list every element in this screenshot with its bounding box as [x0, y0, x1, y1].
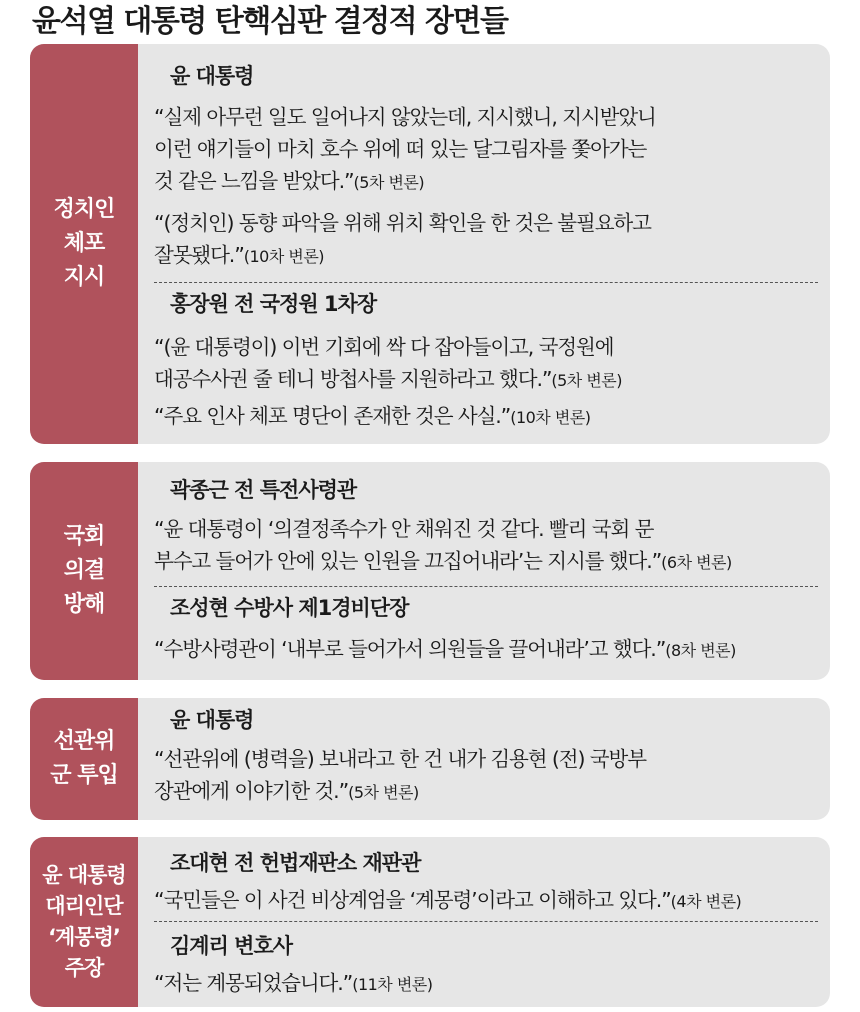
speaker-name: 김계리 변호사 — [170, 934, 293, 958]
speaker-name: 윤 대통령 — [170, 708, 254, 732]
section-body — [138, 837, 830, 1007]
quote-reference: (4차 변론) — [670, 892, 742, 911]
quote-text: “실제 아무런 일도 일어나지 않았는데, 지시했니, 지시받았니 이런 얘기들이 마치 호수 위에 떠 있는 달그림자를 쫓아가는 것 같은 느낌을 받았다.” — [154, 105, 656, 193]
dashed-divider — [154, 586, 818, 587]
quote-text: “선관위에 (병력을) 보내라고 한 건 내가 김용현 (전) 국방부 장관에게 이야기한 것.” — [154, 747, 646, 803]
section-label-text: 국회 의결 방해 — [63, 524, 105, 617]
section-body — [138, 698, 830, 820]
quote-reference: (5차 변론) — [551, 371, 622, 390]
quote-reference: (5차 변론) — [348, 783, 419, 802]
speaker-name: 조성현 수방사 제1경비단장 — [170, 596, 409, 620]
section-label-text: 선관위 군 투입 — [50, 729, 118, 788]
section-label — [30, 698, 138, 820]
quote-text: “주요 인사 체포 명단이 존재한 것은 사실.” — [154, 404, 511, 428]
section-label — [30, 44, 138, 444]
quote-reference: (10차 변론) — [243, 247, 325, 266]
quote-text: “(정치인) 동향 파악을 위해 위치 확인을 한 것은 불필요하고 잘못됐다.” — [154, 211, 651, 267]
section-assembly-obstruction — [30, 462, 830, 680]
quote — [154, 967, 830, 1001]
section-body — [138, 462, 830, 680]
quote-reference: (5차 변론) — [353, 173, 425, 192]
quote-text: “저는 계몽되었습니다.” — [154, 971, 353, 995]
quote — [154, 884, 830, 918]
quote-text: “(윤 대통령이) 이번 기회에 싹 다 잡아들이고, 국정원에 대공수사권 줄 테니 방첩사를 지원하라고 했다.” — [154, 335, 614, 391]
quote-text: “윤 대통령이 ‘의결정족수가 안 채워진 것 같다. 빨리 국회 문 부수고 들어가 안에 있는 인원을 끄집어내라’는 지시를 했다.” — [154, 517, 662, 573]
quote — [154, 513, 830, 579]
dashed-divider — [154, 282, 818, 283]
quote — [154, 101, 830, 199]
speaker-name: 곽종근 전 특전사령관 — [170, 478, 357, 502]
quote — [154, 633, 830, 667]
quote-reference: (6차 변론) — [661, 553, 732, 572]
quote-text: “수방사령관이 ‘내부로 들어가서 의원들을 끌어내라’고 했다.” — [154, 637, 666, 661]
section-label — [30, 462, 138, 680]
speaker-name: 홍장원 전 국정원 1차장 — [170, 292, 377, 316]
quote-text: “국민들은 이 사건 비상계엄을 ‘계몽령’이라고 이해하고 있다.” — [154, 888, 671, 912]
section-label-text: 정치인 체포 지시 — [53, 197, 115, 290]
quote-reference: (8차 변론) — [665, 641, 736, 660]
section-politician-arrest — [30, 44, 830, 444]
quote — [154, 207, 830, 273]
speaker-name: 윤 대통령 — [170, 64, 254, 88]
quote-reference: (11차 변론) — [352, 975, 433, 994]
section-enlightenment-claim — [30, 837, 830, 1007]
quote — [154, 331, 830, 397]
quote-reference: (10차 변론) — [510, 408, 591, 427]
dashed-divider — [154, 921, 818, 922]
speaker-name: 조대현 전 헌법재판소 재판관 — [170, 851, 421, 875]
page-title: 윤석열 대통령 탄핵심판 결정적 장면들 — [32, 4, 508, 39]
quote — [154, 400, 830, 434]
section-label-text: 윤 대통령 대리인단 ‘계몽령’ 주장 — [42, 863, 126, 980]
section-election-commission — [30, 698, 830, 820]
section-body — [138, 44, 830, 444]
quote — [154, 743, 830, 809]
section-label — [30, 837, 138, 1007]
